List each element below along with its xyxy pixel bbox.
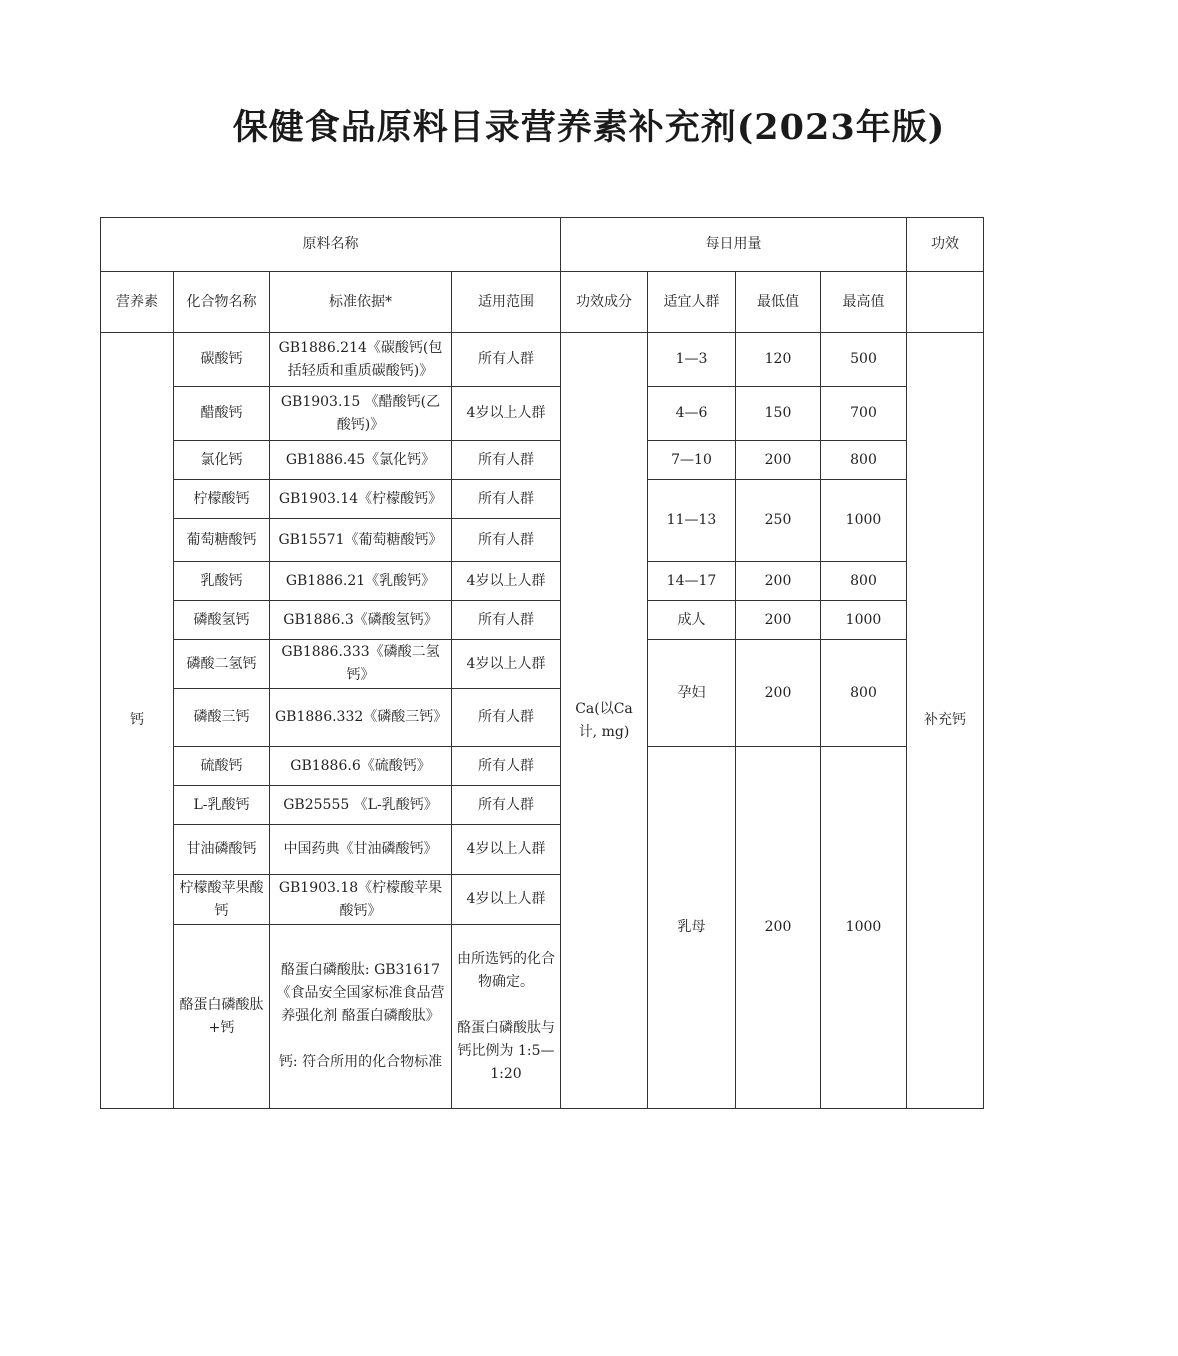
compound-scope: 所有人群 bbox=[452, 333, 561, 387]
compound-scope: 所有人群 bbox=[452, 689, 561, 747]
dosage-group: 孕妇 bbox=[648, 640, 736, 747]
compound-name: 硫酸钙 bbox=[174, 747, 270, 786]
dosage-min: 200 bbox=[736, 747, 821, 1109]
compound-standard: 中国药典《甘油磷酸钙》 bbox=[270, 825, 452, 875]
dosage-min: 120 bbox=[736, 333, 821, 387]
compound-standard: GB15571《葡萄糖酸钙》 bbox=[270, 519, 452, 562]
dosage-min: 200 bbox=[736, 601, 821, 640]
nutrient-cell: 钙 bbox=[101, 333, 174, 1109]
compound-scope: 所有人群 bbox=[452, 786, 561, 825]
header-nutrient: 营养素 bbox=[101, 272, 174, 333]
dosage-min: 200 bbox=[736, 640, 821, 747]
compound-scope: 所有人群 bbox=[452, 519, 561, 562]
compound-name: 磷酸二氢钙 bbox=[174, 640, 270, 689]
dosage-max: 700 bbox=[821, 387, 907, 441]
header-effect: 功效 bbox=[907, 218, 984, 272]
dosage-min: 250 bbox=[736, 480, 821, 562]
dosage-max: 500 bbox=[821, 333, 907, 387]
compound-name: 磷酸三钙 bbox=[174, 689, 270, 747]
compound-name: 葡萄糖酸钙 bbox=[174, 519, 270, 562]
compound-name: 乳酸钙 bbox=[174, 562, 270, 601]
dosage-max: 1000 bbox=[821, 747, 907, 1109]
compound-name: L-乳酸钙 bbox=[174, 786, 270, 825]
header-effect-blank bbox=[907, 272, 984, 333]
compound-standard: GB1903.15 《醋酸钙(乙酸钙)》 bbox=[270, 387, 452, 441]
compound-standard: GB1903.18《柠檬酸苹果酸钙》 bbox=[270, 875, 452, 925]
dosage-min: 200 bbox=[736, 441, 821, 480]
dosage-group: 1—3 bbox=[648, 333, 736, 387]
compound-name: 醋酸钙 bbox=[174, 387, 270, 441]
header-daily-dosage: 每日用量 bbox=[561, 218, 907, 272]
dosage-max: 1000 bbox=[821, 601, 907, 640]
page-title: 保健食品原料目录营养素补充剂(2023年版) bbox=[232, 107, 946, 148]
compound-scope: 所有人群 bbox=[452, 747, 561, 786]
standard-casein-text: 酪蛋白磷酸肽: GB31617《食品安全国家标准食品营养强化剂 酪蛋白磷酸肽》 bbox=[276, 962, 445, 1024]
header-min: 最低值 bbox=[736, 272, 821, 333]
compound-standard: GB1903.14《柠檬酸钙》 bbox=[270, 480, 452, 519]
compound-name: 氯化钙 bbox=[174, 441, 270, 480]
compound-scope: 4岁以上人群 bbox=[452, 387, 561, 441]
compound-standard: GB1886.332《磷酸三钙》 bbox=[270, 689, 452, 747]
compound-standard-multi bbox=[270, 925, 452, 1109]
compound-name: 磷酸氢钙 bbox=[174, 601, 270, 640]
header-raw-material: 原料名称 bbox=[101, 218, 561, 272]
compound-name: 柠檬酸苹果酸钙 bbox=[174, 875, 270, 925]
compound-name: 酪蛋白磷酸肽+钙 bbox=[174, 925, 270, 1109]
compound-name: 甘油磷酸钙 bbox=[174, 825, 270, 875]
header-standard: 标准依据* bbox=[270, 272, 452, 333]
nutrient-table bbox=[100, 217, 984, 1109]
dosage-max: 800 bbox=[821, 562, 907, 601]
compound-scope: 所有人群 bbox=[452, 480, 561, 519]
dosage-min: 200 bbox=[736, 562, 821, 601]
compound-scope: 4岁以上人群 bbox=[452, 825, 561, 875]
dosage-max: 800 bbox=[821, 640, 907, 747]
dosage-group: 11—13 bbox=[648, 480, 736, 562]
compound-standard: GB1886.214《碳酸钙(包括轻质和重质碳酸钙)》 bbox=[270, 333, 452, 387]
header-compound: 化合物名称 bbox=[174, 272, 270, 333]
compound-standard: GB1886.6《硫酸钙》 bbox=[270, 747, 452, 786]
compound-standard: GB1886.45《氯化钙》 bbox=[270, 441, 452, 480]
standard-calcium-text: 钙: 符合所用的化合物标准 bbox=[278, 1054, 443, 1070]
compound-scope: 4岁以上人群 bbox=[452, 875, 561, 925]
compound-name: 柠檬酸钙 bbox=[174, 480, 270, 519]
dosage-min: 150 bbox=[736, 387, 821, 441]
compound-scope: 所有人群 bbox=[452, 441, 561, 480]
dosage-group: 乳母 bbox=[648, 747, 736, 1109]
header-component: 功效成分 bbox=[561, 272, 648, 333]
header-scope: 适用范围 bbox=[452, 272, 561, 333]
dosage-group: 4—6 bbox=[648, 387, 736, 441]
scope-note-text: 由所选钙的化合物确定。 bbox=[457, 950, 555, 990]
dosage-group: 14—17 bbox=[648, 562, 736, 601]
compound-scope: 4岁以上人群 bbox=[452, 562, 561, 601]
effect-cell: 补充钙 bbox=[907, 333, 984, 1109]
dosage-group: 成人 bbox=[648, 601, 736, 640]
compound-name: 碳酸钙 bbox=[174, 333, 270, 387]
scope-ratio-text: 酪蛋白磷酸肽与钙比例为 1:5—1:20 bbox=[457, 1019, 555, 1082]
header-max: 最高值 bbox=[821, 272, 907, 333]
compound-scope: 4岁以上人群 bbox=[452, 640, 561, 689]
dosage-max: 800 bbox=[821, 441, 907, 480]
compound-standard: GB25555 《L-乳酸钙》 bbox=[270, 786, 452, 825]
dosage-max: 1000 bbox=[821, 480, 907, 562]
component-cell: Ca(以Ca计, mg) bbox=[561, 333, 648, 1109]
compound-standard: GB1886.333《磷酸二氢钙》 bbox=[270, 640, 452, 689]
compound-standard: GB1886.21《乳酸钙》 bbox=[270, 562, 452, 601]
dosage-group: 7—10 bbox=[648, 441, 736, 480]
compound-standard: GB1886.3《磷酸氢钙》 bbox=[270, 601, 452, 640]
header-population: 适宜人群 bbox=[648, 272, 736, 333]
compound-scope-multi bbox=[452, 925, 561, 1109]
compound-scope: 所有人群 bbox=[452, 601, 561, 640]
